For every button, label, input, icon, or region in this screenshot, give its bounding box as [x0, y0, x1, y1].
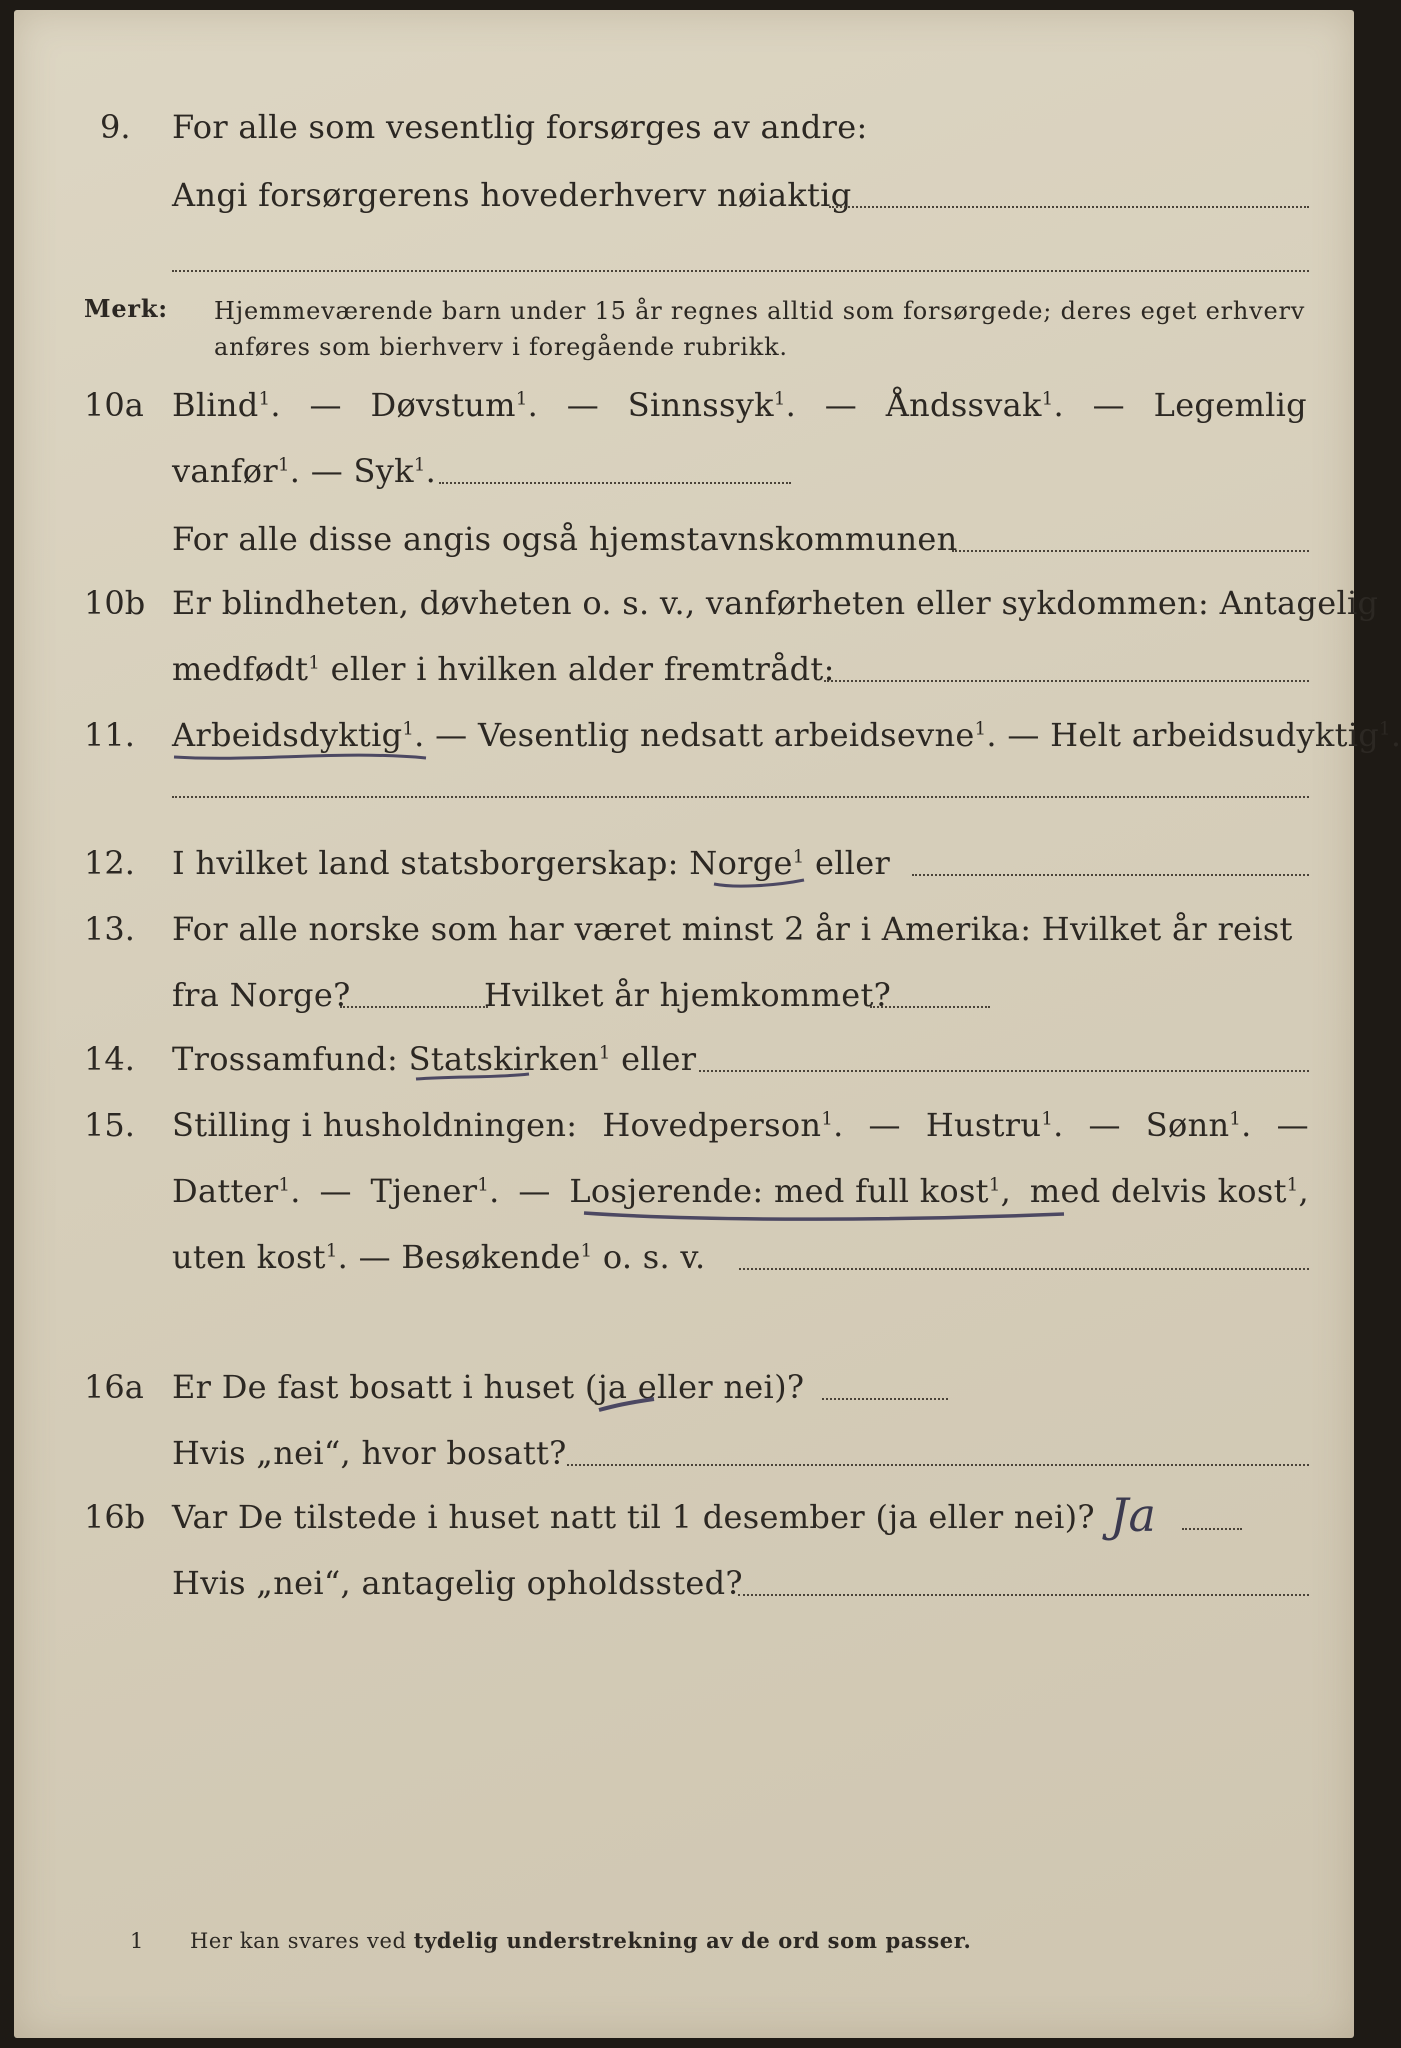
- q9-line2: Angi forsørgerens hovederhverv nøiaktig: [172, 176, 852, 214]
- q10b-line2: medfødt$^1$ eller i hvilken alder fremtrådt:: [172, 650, 835, 688]
- q10a-line3: For alle disse angis også hjemstavnskommunen: [172, 520, 958, 558]
- q16a-line1: Er De fast bosatt i huset (ja eller nei)?: [172, 1368, 805, 1406]
- q10b-line1: Er blindheten, døvheten o. s. v., vanførheten eller sykdommen: Antagelig: [172, 584, 1379, 622]
- footnote-mark: 1: [130, 1929, 144, 1953]
- q16b-line2: Hvis „nei“, antagelig opholdssted?: [172, 1564, 743, 1602]
- option-blind: Blind$^1$.: [172, 386, 281, 424]
- underline-arbeidsdyktig: [174, 755, 426, 758]
- underline-ja: [599, 1399, 654, 1410]
- q13-fra: fra Norge?: [172, 976, 351, 1014]
- option-norge: Norge$^1$: [689, 844, 805, 882]
- q9-number: 9.: [100, 108, 131, 146]
- q12-line: I hvilket land statsborgerskap: Norge$^1$ eller: [172, 844, 891, 882]
- option-uten-kost: uten kost$^1$.: [172, 1238, 349, 1276]
- merk-label: Merk:: [84, 294, 168, 323]
- q10a-line1: Blind$^1$. — Døvstum$^1$. — Sinnssyk$^1$. — Åndssvak$^1$. — Legemlig: [172, 386, 1307, 424]
- underline-norge: [714, 880, 804, 886]
- q13-line1: For alle norske som har været minst 2 år i Amerika: Hvilket år reist: [172, 910, 1293, 948]
- q15-line3: uten kost$^1$. — Besøkende$^1$ o. s. v.: [172, 1238, 706, 1276]
- option-datter: Datter$^1$.: [172, 1172, 301, 1210]
- option-sonn: Sønn$^1$.: [1145, 1106, 1252, 1144]
- option-sinnssyk: Sinnssyk$^1$.: [627, 386, 797, 424]
- option-legemlig: Legemlig: [1153, 386, 1307, 424]
- q16b-number: 16b: [84, 1498, 146, 1536]
- q14-line: Trossamfund: Statskirken$^1$ eller: [172, 1040, 697, 1078]
- option-nedsatt: Vesentlig nedsatt arbeidsevne$^1$.: [477, 716, 997, 754]
- option-hovedperson: Hovedperson$^1$.: [602, 1106, 844, 1144]
- census-form-page: [14, 10, 1401, 2038]
- q10b-number: 10b: [84, 584, 146, 622]
- option-syk: Syk$^1$.: [353, 452, 437, 490]
- q11-number: 11.: [84, 716, 135, 754]
- merk-line2: anføres som bierhverv i foregående rubrikk.: [214, 333, 788, 361]
- footnote-text: Her kan svares ved tydelig understrekning av de ord som passer.: [190, 1928, 972, 1953]
- option-tjener: Tjener$^1$.: [370, 1172, 500, 1210]
- q9-line1: For alle som vesentlig forsørges av andre:: [172, 108, 868, 146]
- q16a-number: 16a: [84, 1368, 144, 1406]
- handwritten-underlines: [14, 10, 1354, 2038]
- q15-line2: Datter$^1$. — Tjener$^1$. — Losjerende: med full kost$^1$, med delvis kost$^1$,: [172, 1172, 1309, 1210]
- merk-line1: Hjemmeværende barn under 15 år regnes alltid som forsørgede; deres eget erhverv: [214, 297, 1306, 325]
- option-udyktig: Helt arbeidsudyktig$^1$.: [1050, 716, 1401, 754]
- option-dovstum: Døvstum$^1$.: [370, 386, 539, 424]
- option-vanfor: vanfør$^1$.: [172, 452, 301, 490]
- q16a-line2: Hvis „nei“, hvor bosatt?: [172, 1434, 567, 1472]
- option-arbeidsdyktig: Arbeidsdyktig$^1$.: [172, 716, 425, 754]
- q10a-line2: vanfør$^1$. — Syk$^1$.: [172, 452, 437, 490]
- q12-number: 12.: [84, 844, 135, 882]
- q14-number: 14.: [84, 1040, 135, 1078]
- underline-losjerende: [584, 1213, 1064, 1219]
- q15-number: 15.: [84, 1106, 135, 1144]
- q10a-number: 10a: [84, 386, 144, 424]
- q13-hjem: Hvilket år hjemkommet?: [484, 976, 892, 1014]
- option-hustru: Hustru$^1$.: [925, 1106, 1064, 1144]
- underline-statskirken: [416, 1074, 529, 1079]
- q13-number: 13.: [84, 910, 135, 948]
- option-andssvak: Åndssvak$^1$.: [885, 386, 1064, 424]
- q16b-handwritten-answer: Ja: [1110, 1488, 1156, 1542]
- option-losjerende-full: Losjerende: med full kost$^1$,: [569, 1172, 1012, 1210]
- option-statskirken: Statskirken$^1$: [408, 1040, 611, 1078]
- option-delvis: med delvis kost$^1$,: [1029, 1172, 1309, 1210]
- option-besokende: Besøkende$^1$: [401, 1238, 593, 1276]
- q11-line: Arbeidsdyktig$^1$. — Vesentlig nedsatt arbeidsevne$^1$. — Helt arbeidsudyktig$^1$.: [172, 716, 1401, 754]
- q15-line1: Stilling i husholdningen: Hovedperson$^1$. — Hustru$^1$. — Sønn$^1$. —: [172, 1106, 1309, 1144]
- q16b-line1: Var De tilstede i huset natt til 1 desember (ja eller nei)?: [172, 1498, 1095, 1536]
